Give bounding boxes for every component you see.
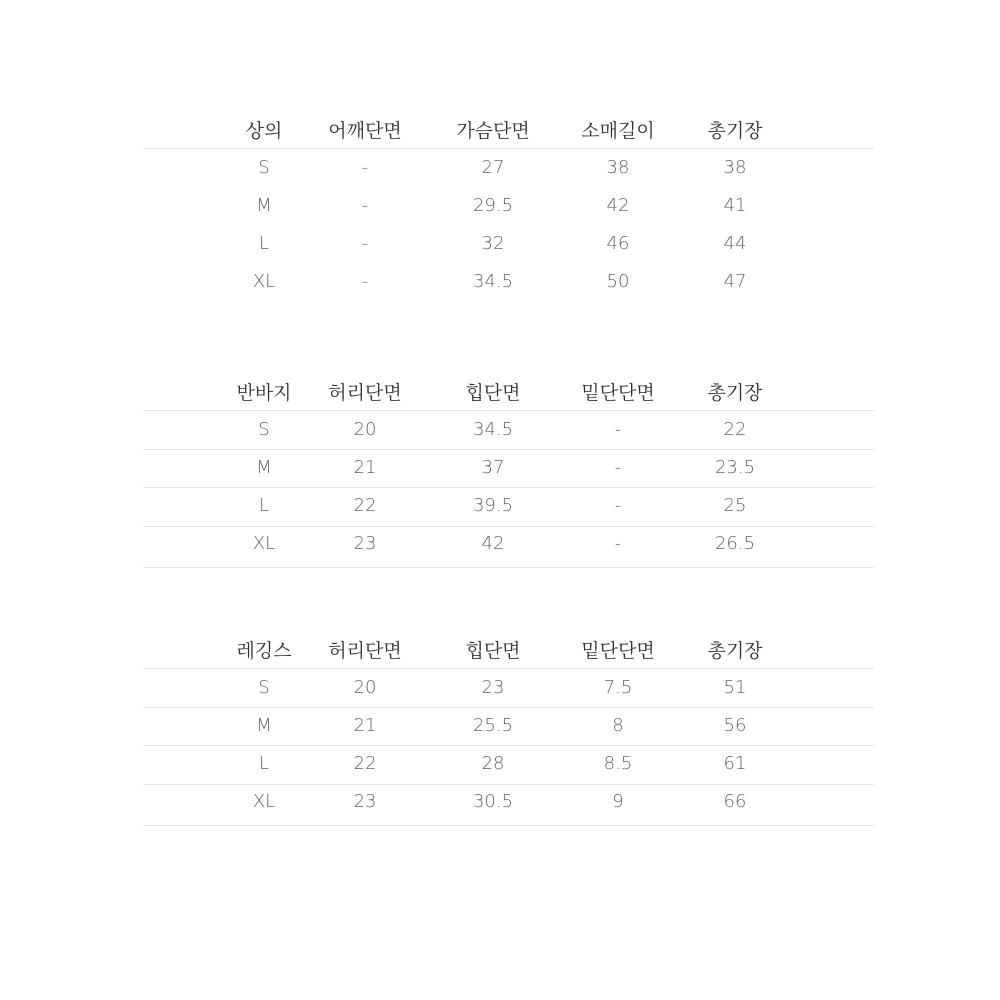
column-header: 가슴단면 (456, 120, 530, 142)
table-header-row (143, 377, 874, 409)
table-row (143, 449, 874, 487)
table-cell: - (614, 419, 622, 440)
table-cell: 29.5 (472, 195, 514, 216)
table-cell: 22 (353, 753, 377, 774)
size-label: L (258, 753, 270, 774)
table-cell: - (614, 533, 622, 554)
size-label: XL (252, 271, 276, 292)
column-header: 레깅스 (236, 640, 292, 662)
table-cell: 34.5 (472, 419, 514, 440)
table-bottom-divider (143, 567, 874, 568)
size-label: S (258, 677, 270, 698)
table-cell: 42 (481, 533, 505, 554)
column-header: 힙단면 (465, 640, 521, 662)
size-label: L (258, 233, 270, 254)
table-cell: 23.5 (714, 457, 756, 478)
table-cell: 32 (481, 233, 505, 254)
table-cell: 26.5 (714, 533, 756, 554)
table-cell: 23 (353, 791, 377, 812)
table-row (143, 669, 874, 707)
table-cell: 47 (723, 271, 747, 292)
table-cell: 23 (353, 533, 377, 554)
table-cell: 37 (481, 457, 505, 478)
table-cell: 25.5 (472, 715, 514, 736)
table-cell: 38 (606, 157, 630, 178)
table-cell: 44 (723, 233, 747, 254)
size-table-top (143, 115, 874, 292)
size-label: XL (252, 791, 276, 812)
column-header: 총기장 (707, 640, 763, 662)
table-cell: 21 (353, 457, 377, 478)
table-row (143, 525, 874, 563)
table-cell: 56 (723, 715, 747, 736)
size-label: S (258, 419, 270, 440)
table-row (143, 187, 874, 225)
table-cell: 8 (612, 715, 624, 736)
table-cell: 23 (481, 677, 505, 698)
size-label: M (256, 195, 272, 216)
size-label: S (258, 157, 270, 178)
table-row (143, 745, 874, 783)
table-cell: 9 (612, 791, 624, 812)
table-row (143, 263, 874, 301)
table-row (143, 149, 874, 187)
column-header: 힙단면 (465, 382, 521, 404)
table-header-row (143, 115, 874, 147)
table-cell: 20 (353, 419, 377, 440)
column-header: 밑단단면 (581, 640, 655, 662)
column-header: 밑단단면 (581, 382, 655, 404)
table-cell: 27 (481, 157, 505, 178)
table-row (143, 487, 874, 525)
table-row (143, 707, 874, 745)
table-cell: 46 (606, 233, 630, 254)
table-cell: 30.5 (472, 791, 514, 812)
table-cell: - (361, 195, 369, 216)
table-cell: 7.5 (603, 677, 633, 698)
table-cell: 38 (723, 157, 747, 178)
column-header: 허리단면 (328, 640, 402, 662)
table-cell: - (614, 457, 622, 478)
table-cell: 61 (723, 753, 747, 774)
table-cell: 25 (723, 495, 747, 516)
table-cell: - (361, 233, 369, 254)
table-cell: 21 (353, 715, 377, 736)
table-cell: 34.5 (472, 271, 514, 292)
size-table-shorts (143, 377, 874, 554)
table-cell: - (614, 495, 622, 516)
table-cell: 66 (723, 791, 747, 812)
table-cell: 28 (481, 753, 505, 774)
table-bottom-divider (143, 825, 874, 826)
column-header: 허리단면 (328, 382, 402, 404)
column-header: 반바지 (236, 382, 292, 404)
size-label: XL (252, 533, 276, 554)
table-row (143, 225, 874, 263)
table-cell: - (361, 271, 369, 292)
column-header: 총기장 (707, 382, 763, 404)
table-row (143, 783, 874, 821)
table-cell: 41 (723, 195, 747, 216)
table-row (143, 411, 874, 449)
column-header: 상의 (245, 120, 283, 142)
size-label: L (258, 495, 270, 516)
column-header: 소매길이 (581, 120, 655, 142)
table-cell: 50 (606, 271, 630, 292)
table-cell: 39.5 (472, 495, 514, 516)
size-label: M (256, 715, 272, 736)
column-header: 총기장 (707, 120, 763, 142)
table-header-row (143, 635, 874, 667)
size-label: M (256, 457, 272, 478)
table-cell: - (361, 157, 369, 178)
table-cell: 22 (353, 495, 377, 516)
table-cell: 22 (723, 419, 747, 440)
table-cell: 42 (606, 195, 630, 216)
table-cell: 20 (353, 677, 377, 698)
table-cell: 8.5 (603, 753, 633, 774)
size-table-leggings (143, 635, 874, 812)
column-header: 어깨단면 (328, 120, 402, 142)
table-cell: 51 (723, 677, 747, 698)
